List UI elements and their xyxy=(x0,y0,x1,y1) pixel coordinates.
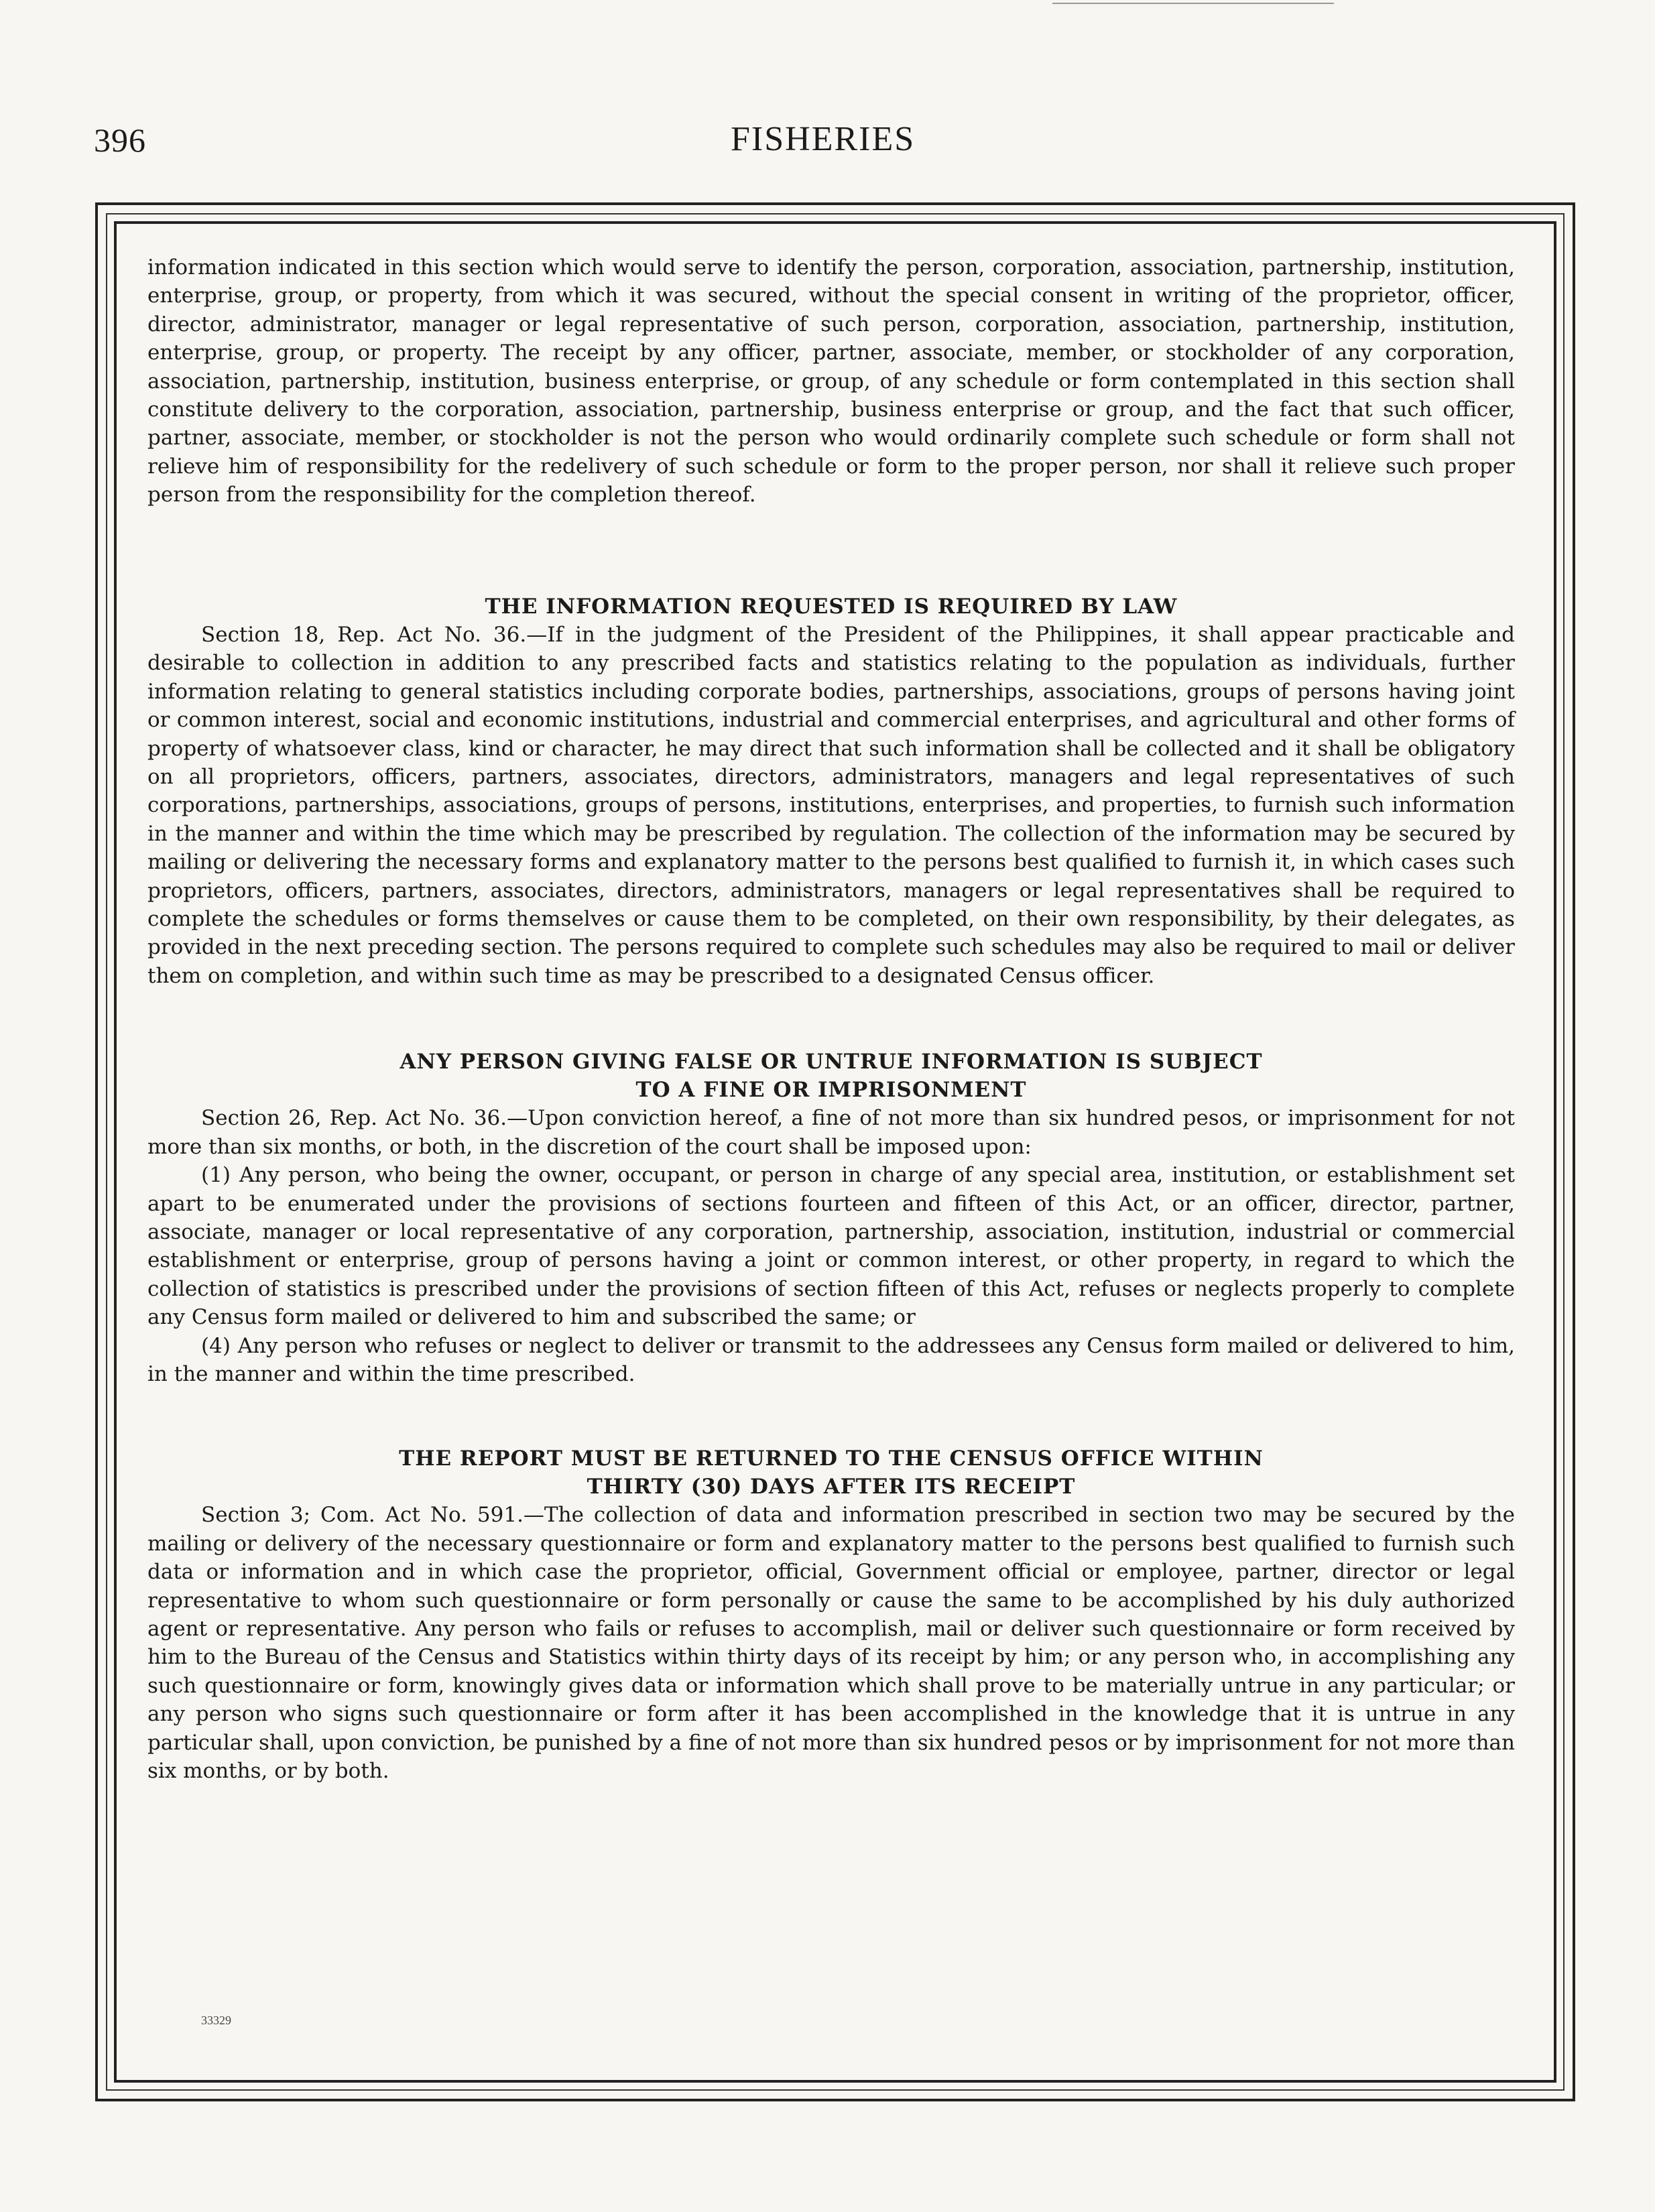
section-26-item-1: (1) Any person, who being the owner, occupant, or person in charge of any special area, institution, or establishment set apart to be enumerated under the provisions of sections fourteen and fifteen of this Act, or an officer, director, partner, associate, manager or local representative of any corporation, partnership, association, institution, industrial or commercial establishment or enterprise, group of persons having a joint or common interest, or other property, in regard to which the collection of statistics is prescribed under the provisions of section fifteen of this Act, refuses or neglects properly to complete any Census form mailed or delivered to him and subscribed the same; or xyxy=(147,1163,1515,1330)
print-code-mark: 33329 xyxy=(201,2014,231,2027)
section-18-paragraph: Section 18, Rep. Act No. 36.—If in the judgment of the President of the Philippines, it shall appear practicable and desirable to collection in addition to any prescribed facts and statistics relating to the population as individuals, further information relating to general statistics including corporate bodies, partnerships, associations, groups of persons having joint or common interest, social and economic institutions, industrial and commercial enterprises, and agricultural and other forms of property of whatsoever class, kind or character, he may direct that such information shall be collected and it shall be obligatory on all proprietors, officers, partners, associates, directors, administrators, managers and legal representatives of such corporations, partnerships, associations, groups of persons, institutions, enterprises, and properties, to furnish such information in the manner and within the time which may be prescribed by regulation. The collection of the information may be secured by mailing or delivering the necessary forms and explanatory matter to the persons best qualified to furnish it, in which cases such proprietors, officers, partners, associates, directors, administrators, managers or legal representatives shall be required to complete the schedules or forms themselves or cause them to be completed, on their own responsibility, by their delegates, as provided in the next preceding section. The persons required to complete such schedules may also be required to mail or deliver them on completion, and within such time as may be prescribed to a designated Census officer. xyxy=(147,623,1515,988)
scan-edge-rule xyxy=(1052,3,1334,4)
heading-false-information-line1: ANY PERSON GIVING FALSE OR UNTRUE INFORMATION IS SUBJECT xyxy=(400,1050,1263,1074)
heading-report-return-line1: THE REPORT MUST BE RETURNED TO THE CENSUS OFFICE WITHIN xyxy=(399,1447,1264,1471)
section-26-item-4: (4) Any person who refuses or neglect to deliver or transmit to the addressees any Census form mailed or delivered to him, in the manner and within the time prescribed. xyxy=(147,1333,1515,1386)
section-26-paragraph: Section 26, Rep. Act No. 36.—Upon conviction hereof, a fine of not more than six hundred pesos, or imprisonment for not more than six months, or both, in the discretion of the court shall be imposed upon: xyxy=(147,1106,1515,1159)
document-body xyxy=(147,253,1515,1785)
intro-paragraph: information indicated in this section which would serve to identify the person, corporation, association, partnership, institution, enterprise, group, or property, from which it was secured, without the special consent in writing of the proprietor, officer, director, administrator, manager or legal representative of such person, corporation, association, partnership, institution, enterprise, group, or property. The receipt by any officer, partner, associate, member, or stockholder of any corporation, association, partnership, institution, business enterprise, or group, of any schedule or form contemplated in this section shall constitute delivery to the corporation, association, partnership, business enterprise or group, and the fact that such officer, partner, associate, member, or stockholder is not the person who would ordinarily complete such schedule or form shall not relieve him of responsibility for the redelivery of such schedule or form to the proper person, nor shall it relieve such proper person from the responsibility for the completion thereof. xyxy=(147,255,1515,507)
heading-false-information xyxy=(147,1048,1515,1104)
section-3-paragraph: Section 3; Com. Act No. 591.—The collection of data and information prescribed in section two may be secured by the mailing or delivery of the necessary questionnaire or form and explanatory matter to the persons best qualified to furnish such data or information and in which case the proprietor, official, Government official or employee, partner, director or legal representative to whom such questionnaire or form personally or cause the same to be accomplished by his duly authorized agent or representative. Any person who fails or refuses to accomplish, mail or deliver such questionnaire or form received by him to the Bureau of the Census and Statistics within thirty days of its receipt by him; or any person who, in accomplishing any such questionnaire or form, knowingly gives data or information which shall prove to be materially untrue in any particular; or any person who signs such questionnaire or form after it has been accomplished in the knowledge that it is untrue in any particular shall, upon conviction, be punished by a fine of not more than six hundred pesos or by imprisonment for not more than six months, or by both. xyxy=(147,1503,1515,1783)
heading-required-by-law: THE INFORMATION REQUESTED IS REQUIRED BY LAW xyxy=(485,595,1178,619)
page-number: 396 xyxy=(94,121,146,159)
page-title: FISHERIES xyxy=(731,120,916,158)
heading-report-return xyxy=(147,1445,1515,1501)
heading-false-information-line2: TO A FINE OR IMPRISONMENT xyxy=(635,1078,1027,1103)
heading-report-return-line2: THIRTY (30) DAYS AFTER ITS RECEIPT xyxy=(587,1475,1076,1499)
